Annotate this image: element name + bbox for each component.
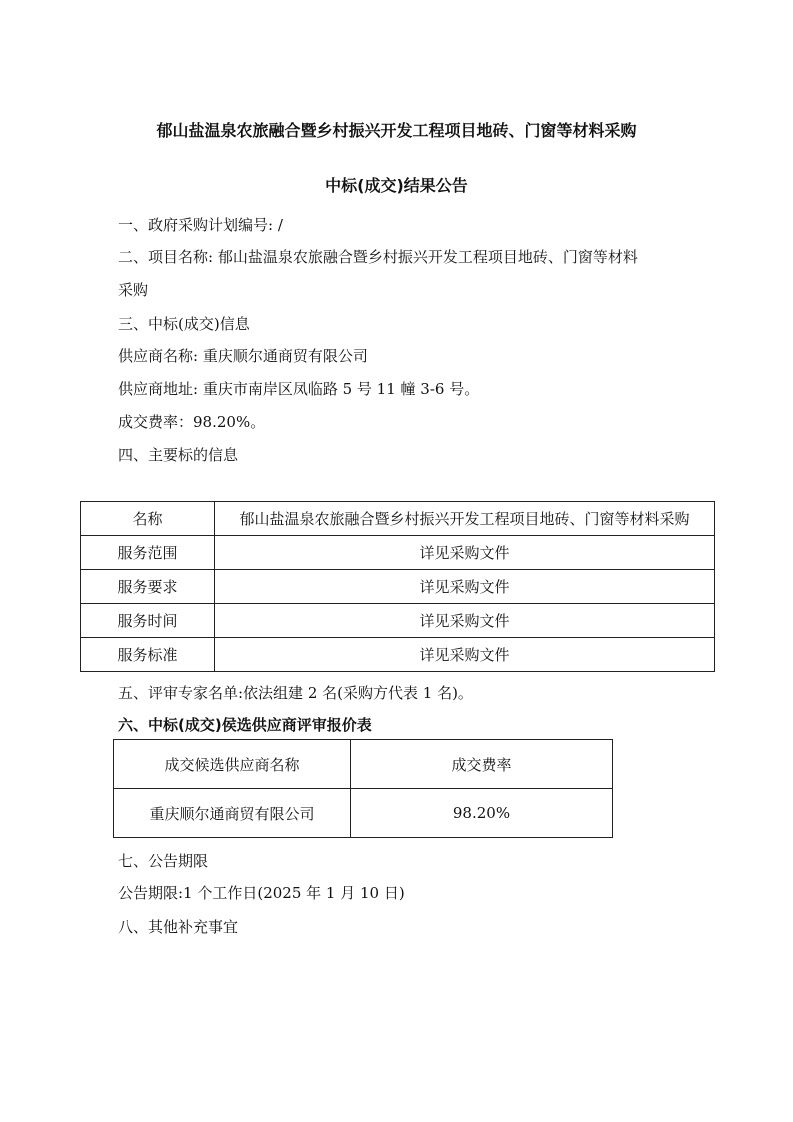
table-cell-rate: 98.20% (351, 789, 613, 838)
table-cell-value: 详见采购文件 (215, 570, 715, 604)
supplier-name: 供应商名称: 重庆顺尔通商贸有限公司 (118, 347, 368, 365)
section-1-plan-number: 一、政府采购计划编号: / (118, 216, 283, 234)
table-row (114, 789, 613, 838)
table-cell-key: 服务范围 (81, 536, 215, 570)
section-7-heading: 七、公告期限 (118, 852, 209, 870)
table-cell-key: 服务标准 (81, 638, 215, 672)
section-4-heading: 四、主要标的信息 (118, 446, 239, 464)
table-header-supplier: 成交候选供应商名称 (114, 740, 351, 789)
table-row (81, 604, 715, 638)
table-header-rate: 成交费率 (351, 740, 613, 789)
transaction-rate: 成交费率：98.20%。 (118, 413, 266, 431)
section-6-heading: 六、中标(成交)侯选供应商评审报价表 (118, 716, 372, 734)
table-row (81, 638, 715, 672)
table-cell-value: 郁山盐温泉农旅融合暨乡村振兴开发工程项目地砖、门窗等材料采购 (215, 502, 715, 536)
table-cell-key: 名称 (81, 502, 215, 536)
table-header-row (114, 740, 613, 789)
table-row (81, 536, 715, 570)
table-cell-key: 服务时间 (81, 604, 215, 638)
title-line-2: 中标(成交)结果公告 (325, 176, 468, 195)
table-cell-value: 详见采购文件 (215, 604, 715, 638)
section-2-project-name-cont: 采购 (118, 281, 149, 299)
table-cell-value: 详见采购文件 (215, 536, 715, 570)
section-8-heading: 八、其他补充事宜 (118, 918, 239, 936)
announcement-period: 公告期限:1 个工作日(2025 年 1 月 10 日) (118, 884, 405, 902)
table-row (81, 570, 715, 604)
section-2-project-name: 二、项目名称: 郁山盐温泉农旅融合暨乡村振兴开发工程项目地砖、门窗等材料 (118, 248, 638, 266)
table-row (81, 502, 715, 536)
main-target-info-table (80, 501, 715, 672)
table-cell-value: 详见采购文件 (215, 638, 715, 672)
section-3-heading: 三、中标(成交)信息 (118, 315, 250, 333)
supplier-address: 供应商地址: 重庆市南岸区凤临路 5 号 11 幢 3-6 号。 (118, 380, 480, 398)
section-5-experts: 五、评审专家名单:依法组建 2 名(采购方代表 1 名)。 (118, 684, 473, 702)
table-cell-supplier: 重庆顺尔通商贸有限公司 (114, 789, 351, 838)
table-cell-key: 服务要求 (81, 570, 215, 604)
title-line-1: 郁山盐温泉农旅融合暨乡村振兴开发工程项目地砖、门窗等材料采购 (156, 121, 637, 140)
candidate-bid-table (113, 739, 613, 838)
